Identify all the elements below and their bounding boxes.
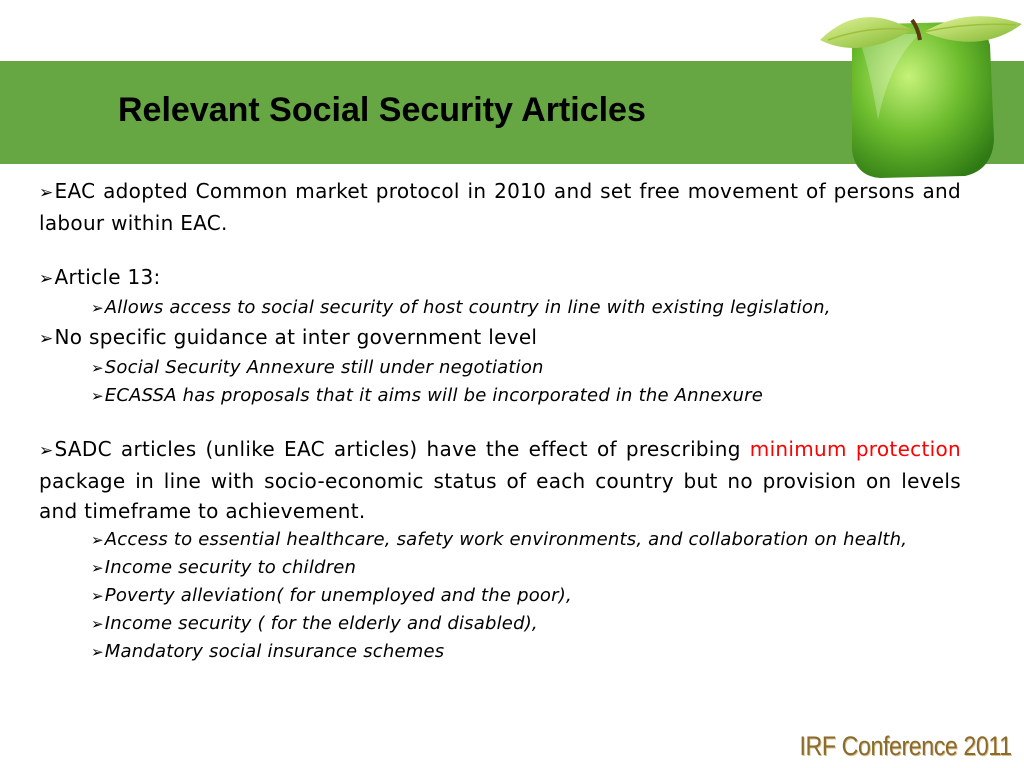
arrow-bullet-icon: ➢ (91, 299, 104, 317)
arrow-bullet-icon: ➢ (91, 559, 104, 577)
highlight-minimum-protection: minimum protection (749, 437, 961, 461)
arrow-bullet-icon: ➢ (39, 329, 54, 349)
arrow-bullet-icon: ➢ (91, 587, 104, 605)
sub-bullet-poverty: ➢Poverty alleviation( for unemployed and the poor), (91, 585, 572, 606)
sub-bullet-host-country: ➢Allows access to social security of host country in line with existing legislation, (91, 297, 831, 318)
arrow-bullet-icon: ➢ (91, 531, 104, 549)
bullet-no-guidance: ➢No specific guidance at inter government level (39, 325, 538, 349)
arrow-bullet-icon: ➢ (91, 643, 104, 661)
slide-title: Relevant Social Security Articles (118, 91, 646, 129)
conference-footer: IRF Conference 2011 (799, 731, 1012, 761)
arrow-bullet-icon: ➢ (91, 615, 104, 633)
slide-content (39, 176, 961, 666)
sub-bullet-healthcare: ➢Access to essential healthcare, safety work environments, and collaboration on health, (91, 529, 908, 550)
sub-bullet-ecassa: ➢ECASSA has proposals that it aims will be incorporated in the Annexure (91, 385, 763, 406)
sub-bullet-elderly: ➢Income security ( for the elderly and disabled), (91, 613, 538, 634)
arrow-bullet-icon: ➢ (91, 359, 104, 377)
sub-bullet-children: ➢Income security to children (91, 557, 357, 578)
bullet-article-13: ➢Article 13: (39, 265, 161, 289)
arrow-bullet-icon: ➢ (39, 441, 54, 461)
green-apple-icon (800, 0, 1024, 185)
bullet-eac-protocol: ➢EAC adopted Common market protocol in 2010 and set free movement of persons and labour within EAC. (39, 179, 961, 235)
arrow-bullet-icon: ➢ (91, 387, 104, 405)
arrow-bullet-icon: ➢ (39, 183, 54, 203)
bullet-sadc-articles: ➢SADC articles (unlike EAC articles) have the effect of prescribing minimum protection package in line with socio-economic status of each country but no provision on levels and timeframe to achievement. (39, 437, 961, 523)
sub-bullet-annexure: ➢Social Security Annexure still under negotiation (91, 357, 544, 378)
sub-bullet-insurance: ➢Mandatory social insurance schemes (91, 641, 445, 662)
arrow-bullet-icon: ➢ (39, 269, 54, 289)
